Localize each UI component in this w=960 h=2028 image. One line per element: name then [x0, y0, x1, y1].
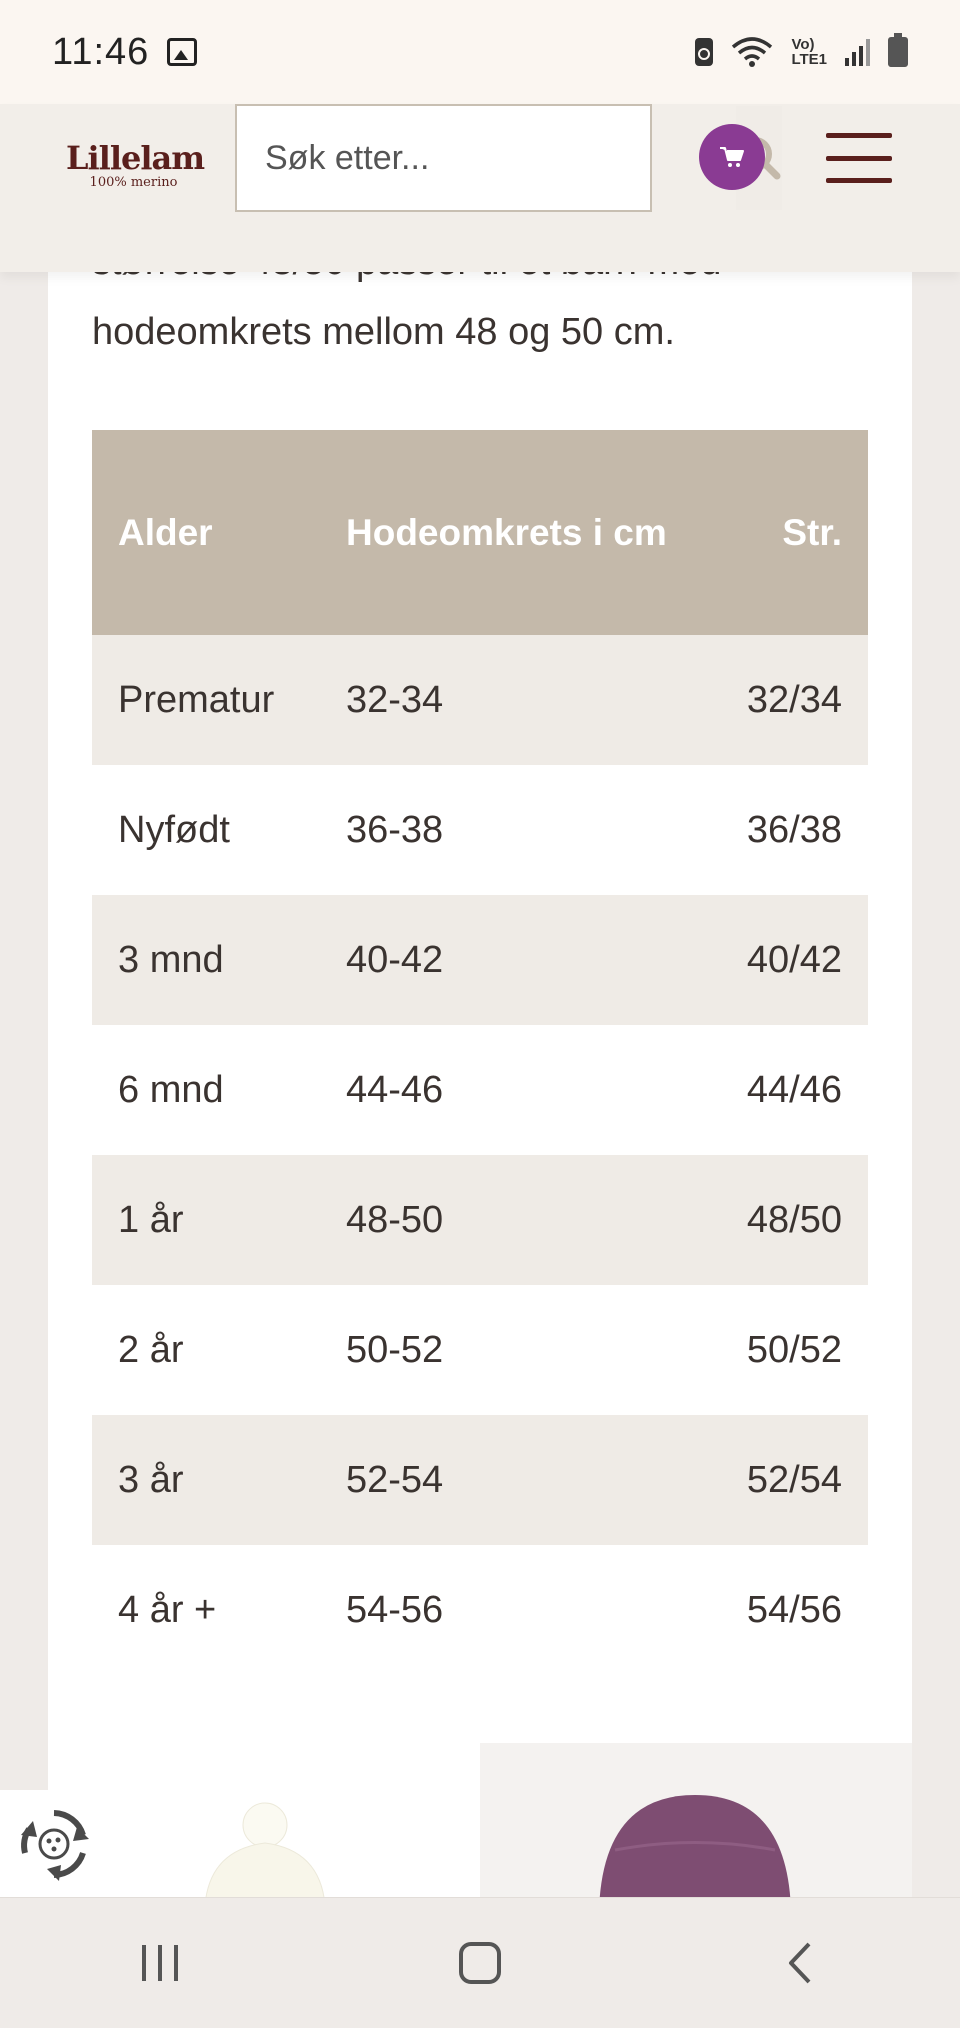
back-icon	[785, 1940, 815, 1986]
white-hat-product-image[interactable]	[190, 1795, 340, 1905]
recycle-icon	[17, 1807, 91, 1881]
cell-size: 36/38	[746, 808, 842, 851]
recent-apps-icon	[138, 1941, 182, 1985]
cell-age: 2 år	[118, 1328, 184, 1371]
site-header	[0, 104, 960, 272]
purple-hat-product-image[interactable]	[595, 1790, 795, 1910]
status-bar	[0, 0, 960, 104]
table-row	[92, 895, 868, 1025]
status-icons	[695, 37, 908, 67]
cell-age: Prematur	[92, 635, 320, 765]
cell-age: 4 år +	[118, 1588, 217, 1631]
volte-icon: Vo) LTE1	[791, 36, 827, 68]
cell-size: 52/54	[702, 1415, 868, 1545]
battery-icon	[888, 37, 908, 67]
brand-logo[interactable]	[66, 139, 205, 190]
system-navigation-bar	[0, 1897, 960, 2028]
battery-saver-icon	[695, 38, 713, 66]
table-row	[92, 1285, 868, 1415]
table-row	[92, 765, 868, 895]
table-row	[92, 1415, 868, 1545]
cell-size: 40/42	[702, 895, 868, 1025]
cell-circumference: 40-42	[320, 895, 702, 1025]
cell-age: 3 år	[92, 1415, 320, 1545]
cell-size: 48/50	[702, 1155, 868, 1285]
home-button[interactable]	[420, 1923, 540, 2003]
cell-size: 50/52	[746, 1328, 842, 1371]
cell-circumference: 32-34	[320, 635, 702, 765]
cell-circumference: 44-46	[346, 1068, 444, 1111]
logo-text: Lillelam	[66, 139, 205, 177]
table-row	[92, 1545, 868, 1675]
intro-line-2: hodeomkrets mellom 48 og 50 cm.	[92, 311, 675, 353]
cell-age: 1 år	[92, 1155, 320, 1285]
header-size: Str.	[702, 430, 868, 635]
back-button[interactable]	[740, 1923, 860, 2003]
search-input[interactable]	[237, 106, 736, 210]
cell-age: 6 mnd	[118, 1068, 224, 1111]
cart-button[interactable]	[699, 124, 765, 190]
hamburger-menu-icon[interactable]	[826, 133, 892, 183]
table-row	[92, 635, 868, 765]
logo-subtext: 100% merino	[89, 175, 178, 190]
recent-apps-button[interactable]	[100, 1923, 220, 2003]
cell-circumference: 36-38	[346, 808, 444, 851]
table-row	[92, 1155, 868, 1285]
header-head-circumference: Hodeomkrets i cm	[320, 430, 702, 635]
cell-circumference: 52-54	[320, 1415, 702, 1545]
size-table	[92, 430, 868, 1675]
cell-size: 32/34	[702, 635, 868, 765]
gallery-icon	[167, 38, 197, 66]
cell-age: Nyfødt	[118, 808, 230, 851]
header-age: Alder	[92, 430, 320, 635]
recycle-button[interactable]	[0, 1790, 108, 1898]
wifi-icon	[731, 37, 773, 67]
table-row	[92, 1025, 868, 1155]
cell-size: 54/56	[746, 1588, 842, 1631]
cart-icon	[719, 146, 745, 168]
home-icon	[457, 1940, 503, 1986]
cell-size: 44/46	[746, 1068, 842, 1111]
status-time: 11:46	[52, 30, 150, 73]
signal-icon	[845, 38, 870, 66]
cell-circumference: 48-50	[320, 1155, 702, 1285]
cell-circumference: 50-52	[346, 1328, 444, 1371]
search-bar	[235, 104, 652, 212]
table-header-row	[92, 430, 868, 635]
cell-circumference: 54-56	[346, 1588, 444, 1631]
cell-age: 3 mnd	[92, 895, 320, 1025]
